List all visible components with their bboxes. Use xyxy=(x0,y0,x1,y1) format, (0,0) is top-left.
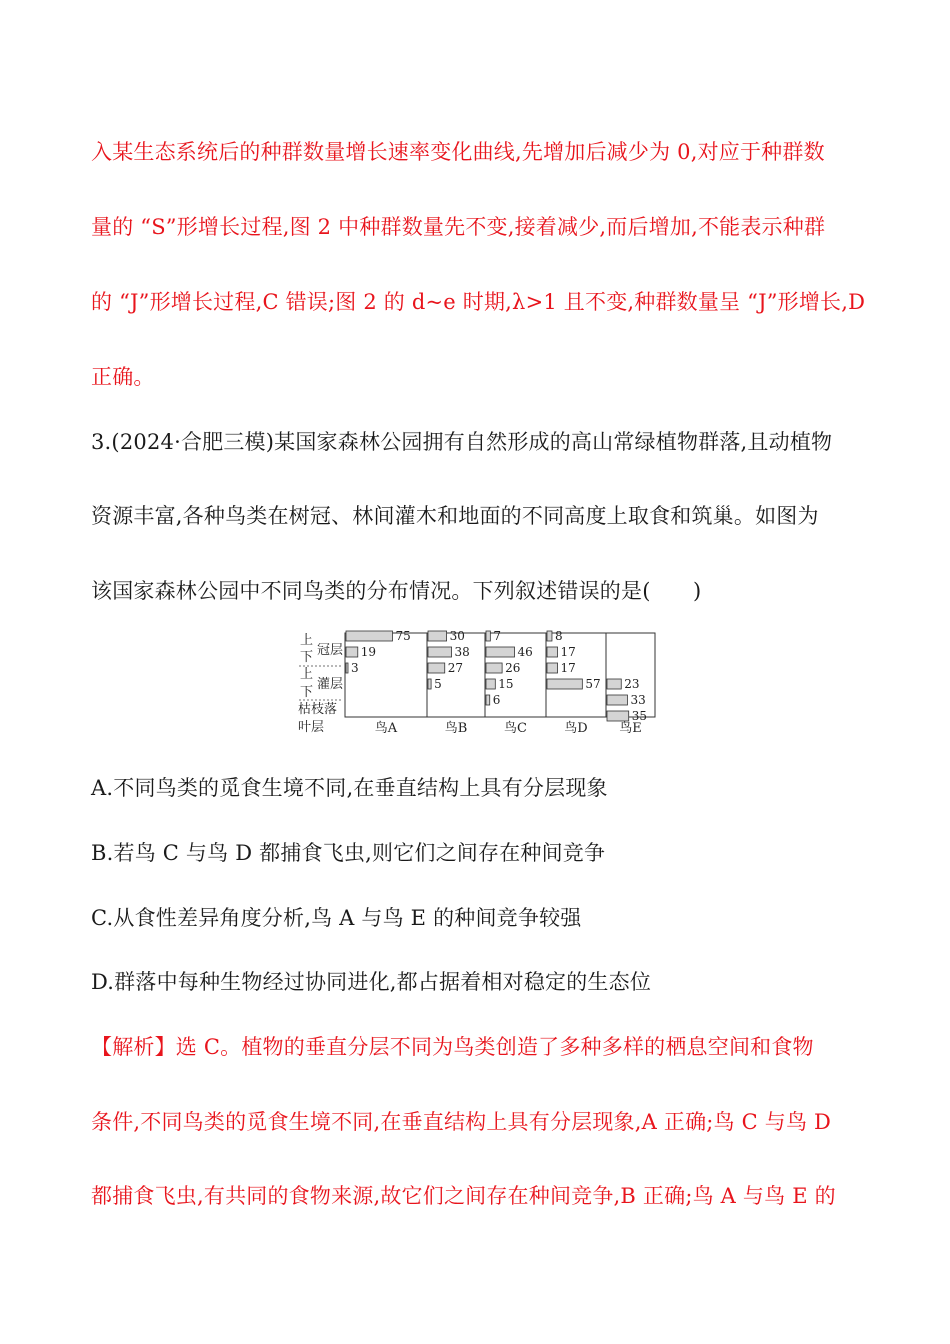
series-label: 鸟A xyxy=(374,721,398,736)
bar-value-label: 6 xyxy=(492,693,501,707)
bar xyxy=(607,711,629,721)
question-line-3: 该国家森林公园中不同鸟类的分布情况。下列叙述错误的是( ) xyxy=(91,579,702,603)
bar xyxy=(547,647,558,657)
layer-label: 冠层 xyxy=(317,643,344,658)
series-label: 鸟E xyxy=(619,721,642,736)
bar xyxy=(486,679,495,689)
chart-frame xyxy=(299,633,655,717)
bar-value-label: 5 xyxy=(434,677,442,691)
bar xyxy=(428,647,452,657)
bar-value-label: 46 xyxy=(517,645,533,659)
explanation-line-2: 量的 “S”形增长过程,图 2 中种群数量先不变,接着减少,而后增加,不能表示种群 xyxy=(91,215,826,239)
analysis-line-3: 都捕食飞虫,有共同的食物来源,故它们之间存在种间竞争,B 正确;鸟 A 与鸟 E 的 xyxy=(91,1184,836,1208)
bar-value-label: 3 xyxy=(351,661,359,675)
option-c: C.从食性差异角度分析,鸟 A 与鸟 E 的种间竞争较强 xyxy=(91,906,582,930)
bar xyxy=(486,695,490,705)
bar xyxy=(607,695,627,705)
layer-label: 枯枝落 xyxy=(298,702,338,717)
option-d: D.群落中每种生物经过协同进化,都占据着相对稳定的生态位 xyxy=(91,970,652,994)
bar xyxy=(547,631,552,641)
bar-value-label: 33 xyxy=(630,693,646,707)
bar xyxy=(346,631,393,641)
analysis-line-2: 条件,不同鸟类的觅食生境不同,在垂直结构上具有分层现象,A 正确;鸟 C 与鸟 D xyxy=(91,1110,832,1134)
bar-value-label: 26 xyxy=(505,661,521,675)
layer-label: 下 xyxy=(300,650,314,665)
bar xyxy=(486,631,490,641)
bar xyxy=(486,663,502,673)
option-b: B.若鸟 C 与鸟 D 都捕食飞虫,则它们之间存在种间竞争 xyxy=(91,841,606,865)
bar-value-label: 23 xyxy=(624,677,640,691)
question-line-1: 3.(2024·合肥三模)某国家森林公园拥有自然形成的高山常绿植物群落,且动植物 xyxy=(91,430,833,454)
option-a: A.不同鸟类的觅食生境不同,在垂直结构上具有分层现象 xyxy=(91,776,608,800)
layer-label: 上 xyxy=(300,633,314,648)
analysis-line-1: 【解析】选 C。植物的垂直分层不同为鸟类创造了多种多样的栖息空间和食物 xyxy=(91,1035,814,1059)
bar xyxy=(428,679,431,689)
bar xyxy=(547,663,558,673)
layer-label: 上 xyxy=(300,667,314,682)
bar xyxy=(428,631,447,641)
bird-distribution-chart xyxy=(295,630,657,742)
bar xyxy=(346,663,348,673)
bar xyxy=(346,647,358,657)
layer-label: 下 xyxy=(300,685,314,700)
bar xyxy=(486,647,515,657)
explanation-line-1: 入某生态系统后的种群数量增长速率变化曲线,先增加后减少为 0,对应于种群数 xyxy=(91,140,825,164)
series-label: 鸟D xyxy=(564,721,588,736)
bar xyxy=(607,679,621,689)
question-line-2: 资源丰富,各种鸟类在树冠、林间灌木和地面的不同高度上取食和筑巢。如图为 xyxy=(91,504,819,528)
bar xyxy=(428,663,445,673)
bar-value-label: 38 xyxy=(454,645,470,659)
layer-label: 灌层 xyxy=(317,677,344,692)
bar-value-label: 57 xyxy=(585,677,601,691)
bar-value-label: 35 xyxy=(631,709,647,723)
series-label: 鸟B xyxy=(444,721,468,736)
bar-value-label: 17 xyxy=(560,645,576,659)
bar-value-label: 8 xyxy=(554,630,563,643)
bar-value-label: 75 xyxy=(395,630,411,643)
bar-value-label: 7 xyxy=(493,630,501,643)
layer-label: 叶层 xyxy=(298,720,325,735)
explanation-line-3: 的 “J”形增长过程,C 错误;图 2 的 d~e 时期,λ>1 且不变,种群数量呈 “J”形增长,D xyxy=(91,290,866,314)
chart-bars xyxy=(346,630,647,723)
bar-value-label: 19 xyxy=(360,645,377,659)
bar xyxy=(547,679,582,689)
bar-value-label: 17 xyxy=(560,661,576,675)
bar-value-label: 30 xyxy=(449,630,465,643)
bar-value-label: 15 xyxy=(498,677,514,691)
explanation-line-4: 正确。 xyxy=(91,365,155,389)
series-label: 鸟C xyxy=(504,721,527,736)
bar-value-label: 27 xyxy=(447,661,464,675)
